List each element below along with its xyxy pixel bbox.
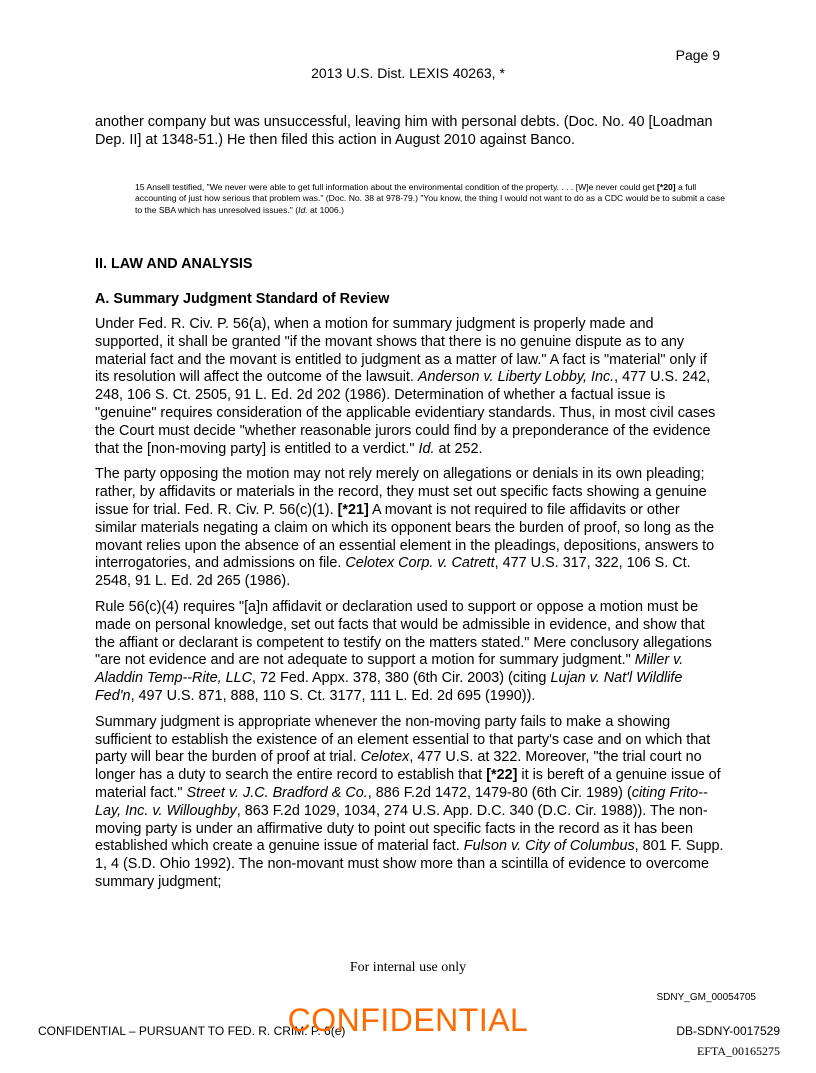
footnote-text: at 1006.) — [307, 204, 344, 215]
footnote-text: a full accounting of just how serious that problem was." (Doc. No. 38 at 978-79.) "You know, the thing I would not want to do as a CDC would be to submit a case to the SBA which has unresolved issues." ( — [135, 182, 726, 215]
star-page-marker: [*20] — [657, 182, 676, 192]
text-run: , 801 F. Supp. 1, 4 (S.D. Ohio 1992). The non-movant must show more than a scintilla of evidence to overcome summary judgment; — [95, 838, 724, 890]
efta-number: EFTA_00165275 — [696, 1044, 780, 1058]
paragraph-3 — [95, 599, 725, 706]
citation-header: 2013 U.S. Dist. LEXIS 40263, * — [311, 65, 505, 81]
page-number: Page 9 — [675, 47, 720, 63]
text-run: , 886 F.2d 1472, 1479-80 (6th Cir. 1989) ( — [367, 784, 632, 801]
case-cite: Lujan v. Nat'l Wildlife Fed'n — [95, 670, 683, 704]
star-page-marker: [*21] — [337, 501, 369, 518]
case-cite: citing Frito--Lay, Inc. v. Willoughby — [95, 784, 708, 819]
main-body — [95, 316, 725, 900]
text-run: at 252. — [434, 440, 483, 457]
text-run: The party opposing the motion may not rely merely on allegations or denials in its own pleading; rather, by affidavits or materials in the record, they must set out specific facts showing a genuine issue for trial. Fed. R. Civ. P. 56(c)(1). — [95, 466, 707, 518]
paragraph-2 — [95, 466, 725, 591]
case-cite: Id. — [418, 440, 435, 457]
intro-paragraph — [95, 114, 725, 158]
text-run: Summary judgment is appropriate whenever the non-moving party fails to make a showing sufficient to establish the existence of an element essential to that party's case and on which that party will bear the burden of proof at trial. — [95, 713, 711, 766]
text-run: , 863 F.2d 1029, 1034, 274 U.S. App. D.C. 340 (D.C. Cir. 1988)). The non-moving party is under an affirmative duty to point out specific facts in the record as it has been established which create a genuine issue of material fact. — [95, 802, 708, 855]
case-cite: Miller v. Aladdin Temp--Rite, LLC — [95, 652, 684, 687]
text-run: , 477 U.S. 242, 248, 106 S. Ct. 2505, 91 L. Ed. 2d 202 (1986). Determination of whether a factual issue is "genuine" requires consideration of the applicable evidentiary standards. Thus, in most civil cases the Court must decide "whether reasonable jurors could find by a preponderance of the evidence that the [non-moving party] is entitled to a verdict." — [95, 369, 716, 457]
text-run: , 477 U.S. 317, 322, 106 S. Ct. 2548, 91 L. Ed. 2d 265 (1986). — [95, 555, 691, 590]
footnote-text: 15 Ansell testified, "We never were able to get full information about the environmental condition of the property. . . . [W]e never could get — [135, 182, 657, 192]
text-run: A movant is not required to file affidavits or other similar materials negating a claim on which its opponent bears the burden of proof, so long as the movant relies upon the absence of an essential element in the pleadings, depositions, answers to interrogatories, and admissions on file. — [95, 501, 715, 572]
text-run: Under Fed. R. Civ. P. 56(a), when a motion for summary judgment is properly made and supported, it shall be granted "if the movant shows that there is no genuine dispute as to any material fact and the movant is entitled to judgment as a matter of law." A fact is "material" only if its resolution will affect the outcome of the lawsuit. — [95, 316, 708, 386]
text-run: it is bereft of a genuine issue of material fact." — [95, 767, 721, 801]
text-run: Rule 56(c)(4) requires "[a]n affidavit or declaration used to support or oppose a motion must be made on personal knowledge, set out facts that would be admissible in evidence, and show that the affiant or declarant is competent to testify on the matters stated." Mere conclusory allegations "are not evidence and are not adequate to support a motion for summary judgment." — [95, 598, 712, 669]
case-cite: Id. — [298, 204, 308, 215]
internal-use-footer: For internal use only — [349, 960, 467, 975]
text-run: , 72 Fed. Appx. 378, 380 (6th Cir. 2003) (citing — [252, 670, 551, 687]
case-cite: Fulson v. City of Columbus — [463, 838, 635, 855]
subsection-heading: A. Summary Judgment Standard of Review — [95, 291, 390, 307]
confidential-stamp: CONFIDENTIAL — [287, 1002, 529, 1038]
paragraph-1 — [95, 316, 725, 458]
confidential-notice: CONFIDENTIAL – PURSUANT TO FED. R. CRIM. P. 6(e) — [38, 1024, 346, 1038]
case-cite: Anderson v. Liberty Lobby, Inc. — [417, 369, 615, 386]
footnote-15 — [135, 182, 725, 216]
paragraph-4 — [95, 714, 725, 892]
bates-number-gm: SDNY_GM_00054705 — [656, 992, 756, 1003]
star-page-marker: [*22] — [486, 767, 518, 784]
paragraph-text: another company but was unsuccessful, leaving him with personal debts. (Doc. No. 40 [Loadman Dep. II] at 1348-51.) He then filed this action in August 2010 against Banco. — [95, 114, 713, 148]
bates-number-db: DB-SDNY-0017529 — [676, 1024, 780, 1038]
case-cite: Celotex — [360, 749, 410, 766]
text-run: , 477 U.S. at 322. Moreover, "the trial court no longer has a duty to search the entire record to establish that — [95, 749, 702, 784]
text-run: , 497 U.S. 871, 888, 110 S. Ct. 3177, 111 L. Ed. 2d 695 (1990)). — [130, 687, 536, 704]
case-cite: Celotex Corp. v. Catrett — [345, 555, 495, 572]
section-heading: II. LAW AND ANALYSIS — [95, 256, 253, 272]
case-cite: Street v. J.C. Bradford & Co. — [186, 784, 368, 801]
